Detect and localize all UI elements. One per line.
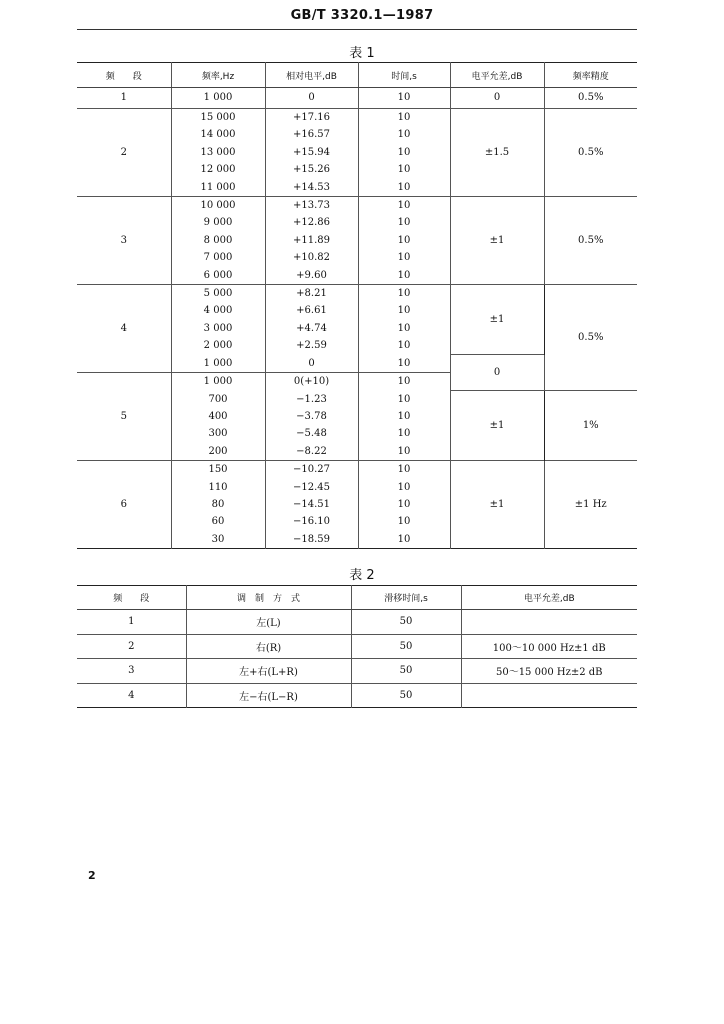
frequency-cell: 1 000 [171,373,265,391]
time-cell: 10 [358,373,450,391]
time-cell: 10 [358,425,450,442]
table2-header-row [77,586,637,610]
tolerance-cell: ±1 [450,285,544,355]
time-cell: 10 [358,88,450,109]
tolerance-cell: 0 [450,355,544,391]
col-header: 调 制 方 式 [186,586,351,610]
frequency-cell: 1 000 [171,355,265,373]
level-cell: −16.10 [265,513,358,530]
accuracy-cell: 1% [544,391,637,461]
tolerance-cell: ±1 [450,197,544,285]
col-header: 频率,Hz [171,63,265,88]
time-cell: 10 [358,144,450,161]
time-cell: 10 [358,391,450,408]
time-cell: 10 [358,408,450,425]
modulation-cell: 右(R) [186,634,351,659]
level-cell: −14.51 [265,496,358,513]
tolerance-cell: 100～10 000 Hz±1 dB [461,634,637,659]
sweep-time-cell: 50 [351,610,461,635]
table-row [77,197,637,215]
level-cell: −18.59 [265,531,358,549]
table2-caption: 表 2 [349,568,375,583]
col-header: 时间,s [358,63,450,88]
sweep-time-cell: 50 [351,683,461,708]
sweep-time-cell: 50 [351,634,461,659]
frequency-cell: 4 000 [171,302,265,319]
accuracy-cell: 0.5% [544,285,637,391]
level-cell: −10.27 [265,461,358,479]
time-cell: 10 [358,126,450,143]
tolerance-cell: ±1 [450,461,544,549]
tolerance-cell: ±1 [450,391,544,461]
frequency-cell: 80 [171,496,265,513]
modulation-cell: 左−右(L−R) [186,683,351,708]
time-cell: 10 [358,249,450,266]
table-row [77,109,637,127]
tolerance-cell [461,683,637,708]
time-cell: 10 [358,479,450,496]
level-cell: +13.73 [265,197,358,215]
table-row [77,285,637,303]
modulation-cell: 左+右(L+R) [186,659,351,684]
band-cell: 4 [77,683,186,708]
level-cell: −1.23 [265,391,358,408]
col-header: 相对电平,dB [265,63,358,88]
level-cell: −12.45 [265,479,358,496]
col-header: 频 段 [77,63,171,88]
frequency-cell: 30 [171,531,265,549]
time-cell: 10 [358,161,450,178]
time-cell: 10 [358,337,450,354]
header-rule [77,29,637,30]
col-header: 频率精度 [544,63,637,88]
frequency-cell: 11 000 [171,179,265,197]
level-cell: +6.61 [265,302,358,319]
band-cell: 2 [77,109,171,197]
accuracy-cell: ±1 Hz [544,461,637,549]
level-cell: +17.16 [265,109,358,127]
frequency-cell: 150 [171,461,265,479]
time-cell: 10 [358,285,450,303]
time-cell: 10 [358,461,450,479]
frequency-cell: 110 [171,479,265,496]
table1-header-row [77,63,637,88]
modulation-cell: 左(L) [186,610,351,635]
level-cell: +4.74 [265,320,358,337]
frequency-cell: 3 000 [171,320,265,337]
frequency-cell: 1 000 [171,88,265,109]
level-cell: −8.22 [265,443,358,461]
frequency-cell: 14 000 [171,126,265,143]
time-cell: 10 [358,531,450,549]
level-cell: −5.48 [265,425,358,442]
band-cell: 5 [77,373,171,461]
tolerance-cell: ±1.5 [450,109,544,197]
band-cell: 1 [120,92,127,104]
time-cell: 10 [358,232,450,249]
accuracy-cell: 0.5% [544,109,637,197]
level-cell: +9.60 [265,267,358,285]
table-row [77,634,637,659]
band-cell: 3 [77,197,171,285]
band-cell: 3 [77,659,186,684]
level-cell: +8.21 [265,285,358,303]
level-cell: 0(+10) [265,373,358,391]
time-cell: 10 [358,513,450,530]
accuracy-cell: 0.5% [544,197,637,285]
time-cell: 10 [358,355,450,373]
frequency-cell: 300 [171,425,265,442]
frequency-cell: 9 000 [171,214,265,231]
col-header: 电平允差,dB [461,586,637,610]
sweep-time-cell: 50 [351,659,461,684]
level-cell: +10.82 [265,249,358,266]
frequency-cell: 700 [171,391,265,408]
frequency-cell: 13 000 [171,144,265,161]
frequency-cell: 5 000 [171,285,265,303]
time-cell: 10 [358,302,450,319]
tolerance-cell: 0 [450,88,544,109]
table-row [77,610,637,635]
tolerance-cell [461,610,637,635]
table-row [77,88,637,109]
band-cell: 6 [77,461,171,549]
level-cell: +15.94 [265,144,358,161]
table-row [77,683,637,708]
frequency-cell: 400 [171,408,265,425]
band-cell: 1 [77,610,186,635]
level-cell: +14.53 [265,179,358,197]
tolerance-cell: 50～15 000 Hz±2 dB [461,659,637,684]
level-cell: 0 [265,88,358,109]
level-cell: +11.89 [265,232,358,249]
frequency-cell: 2 000 [171,337,265,354]
table-1 [77,62,637,549]
col-header: 频 段 [77,586,186,610]
level-cell: 0 [265,355,358,373]
table-row [77,659,637,684]
page-header: GB/T 3320.1—1987 [290,8,434,23]
time-cell: 10 [358,179,450,197]
time-cell: 10 [358,320,450,337]
level-cell: +12.86 [265,214,358,231]
accuracy-cell: 0.5% [544,88,637,109]
time-cell: 10 [358,443,450,461]
frequency-cell: 8 000 [171,232,265,249]
frequency-cell: 200 [171,443,265,461]
table-row [77,461,637,479]
frequency-cell: 10 000 [171,197,265,215]
frequency-cell: 60 [171,513,265,530]
frequency-cell: 7 000 [171,249,265,266]
band-cell: 4 [77,285,171,373]
time-cell: 10 [358,109,450,127]
band-cell: 2 [77,634,186,659]
frequency-cell: 15 000 [171,109,265,127]
table1-caption: 表 1 [349,46,375,61]
page-number: 2 [88,869,96,882]
time-cell: 10 [358,496,450,513]
time-cell: 10 [358,267,450,285]
col-header: 滑移时间,s [351,586,461,610]
level-cell: +15.26 [265,161,358,178]
frequency-cell: 6 000 [171,267,265,285]
time-cell: 10 [358,197,450,215]
level-cell: −3.78 [265,408,358,425]
frequency-cell: 12 000 [171,161,265,178]
col-header: 电平允差,dB [450,63,544,88]
time-cell: 10 [358,214,450,231]
level-cell: +16.57 [265,126,358,143]
table-2 [77,585,637,708]
level-cell: +2.59 [265,337,358,354]
